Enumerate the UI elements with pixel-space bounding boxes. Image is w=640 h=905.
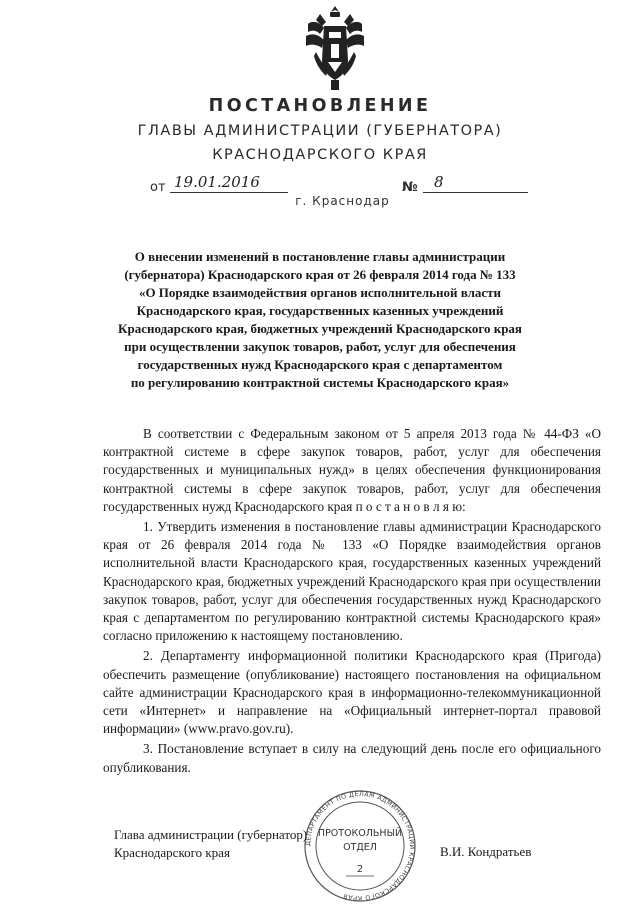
coat-of-arms-emblem: [302, 4, 368, 92]
number-underline: [423, 191, 528, 193]
number-label: №: [402, 180, 418, 195]
subject-line: при осуществлении закупок товаров, работ, услуг для обеспечения: [124, 339, 516, 354]
subject-line: (губернатора) Краснодарского края от 26 февраля 2014 года № 133: [124, 267, 516, 282]
stamp-line-1: ПРОТОКОЛЬНЫЙ: [317, 828, 403, 839]
document-subject: [90, 248, 550, 392]
subject-line: «О Порядке взаимодействия органов исполнительной власти: [138, 285, 502, 300]
preamble-paragraph: В соответствии с Федеральным законом от 5 апреля 2013 года № 44-ФЗ «О контрактной системе в сфере закупок товаров, работ, услуг для обеспечения государственных и муниципальных нужд» в целях обеспечения функционирования контрактной системы в сфере закупок товаров, работ, услуг для обеспечения государственных нужд Краснодарского края п о с т а н о в л я ю:: [103, 426, 601, 514]
date-value: 19.01.2016: [174, 173, 260, 191]
signatory-name: В.И. Кондратьев: [440, 844, 532, 859]
document-subtitle-region: КРАСНОДАРСКОГО КРАЯ: [212, 147, 428, 163]
subject-line: государственных нужд Краснодарского края с департаментом: [137, 357, 503, 372]
signature-position-line-1: Глава администрации (губернатор): [114, 827, 308, 842]
item-1-paragraph: 1. Утвердить изменения в постановление главы администрации Краснодарского края от 26 февраля 2014 года № 133 «О Порядке взаимодействия органов исполнительной власти Краснодарского края, государственных казенных учреждений Краснодарского края, бюджетных учреждений Краснодарского края при осуществлении закупок товаров, работ, услуг для обеспечения государственных нужд Краснодарского края с департаментом по регулированию контрактной системы Краснодарского края» согласно приложению к настоящему постановлению.: [103, 519, 601, 644]
item-2-paragraph: 2. Департаменту информационной политики Краснодарского края (Пригода) обеспечить размещение (опубликование) настоящего постановления на официальном сайте администрации Краснодарского края в информационно-телекоммуникационной сети «Интернет» и направление на «Официальный интернет-портал правовой информации» (www.pravo.gov.ru).: [103, 648, 601, 737]
date-underline: [170, 191, 288, 193]
stamp-number: 2: [356, 864, 364, 875]
city-name: г. Краснодар: [295, 194, 390, 208]
protocol-department-stamp: [300, 790, 420, 902]
document-subtitle-issuer: ГЛАВЫ АДМИНИСТРАЦИИ (ГУБЕРНАТОРА): [137, 123, 503, 139]
stamp-line-2: ОТДЕЛ: [343, 842, 377, 853]
number-value: 8: [434, 173, 444, 191]
signature-position: [114, 826, 307, 862]
subject-line: Краснодарского края, государственных казенных учреждений: [136, 303, 504, 318]
document-title: ПОСТАНОВЛЕНИЕ: [208, 96, 432, 116]
signature-position-line-2: Краснодарского края: [114, 845, 230, 860]
date-label: от: [150, 180, 166, 195]
subject-line: О внесении изменений в постановление главы администрации: [134, 249, 506, 264]
subject-line: Краснодарского края, бюджетных учреждений Краснодарского края: [118, 321, 522, 336]
item-3-paragraph: 3. Постановление вступает в силу на следующий день после его официального опубликования.: [103, 741, 601, 775]
subject-line: по регулированию контрактной системы Краснодарского края»: [130, 375, 510, 390]
stamp-ring-text: ДЕПАРТАМЕНТ ПО ДЕЛАМ АДМИНИСТРАЦИИ КРАСНОДАРСКОГО КРАЯ: [304, 790, 416, 902]
document-body: [103, 425, 601, 779]
